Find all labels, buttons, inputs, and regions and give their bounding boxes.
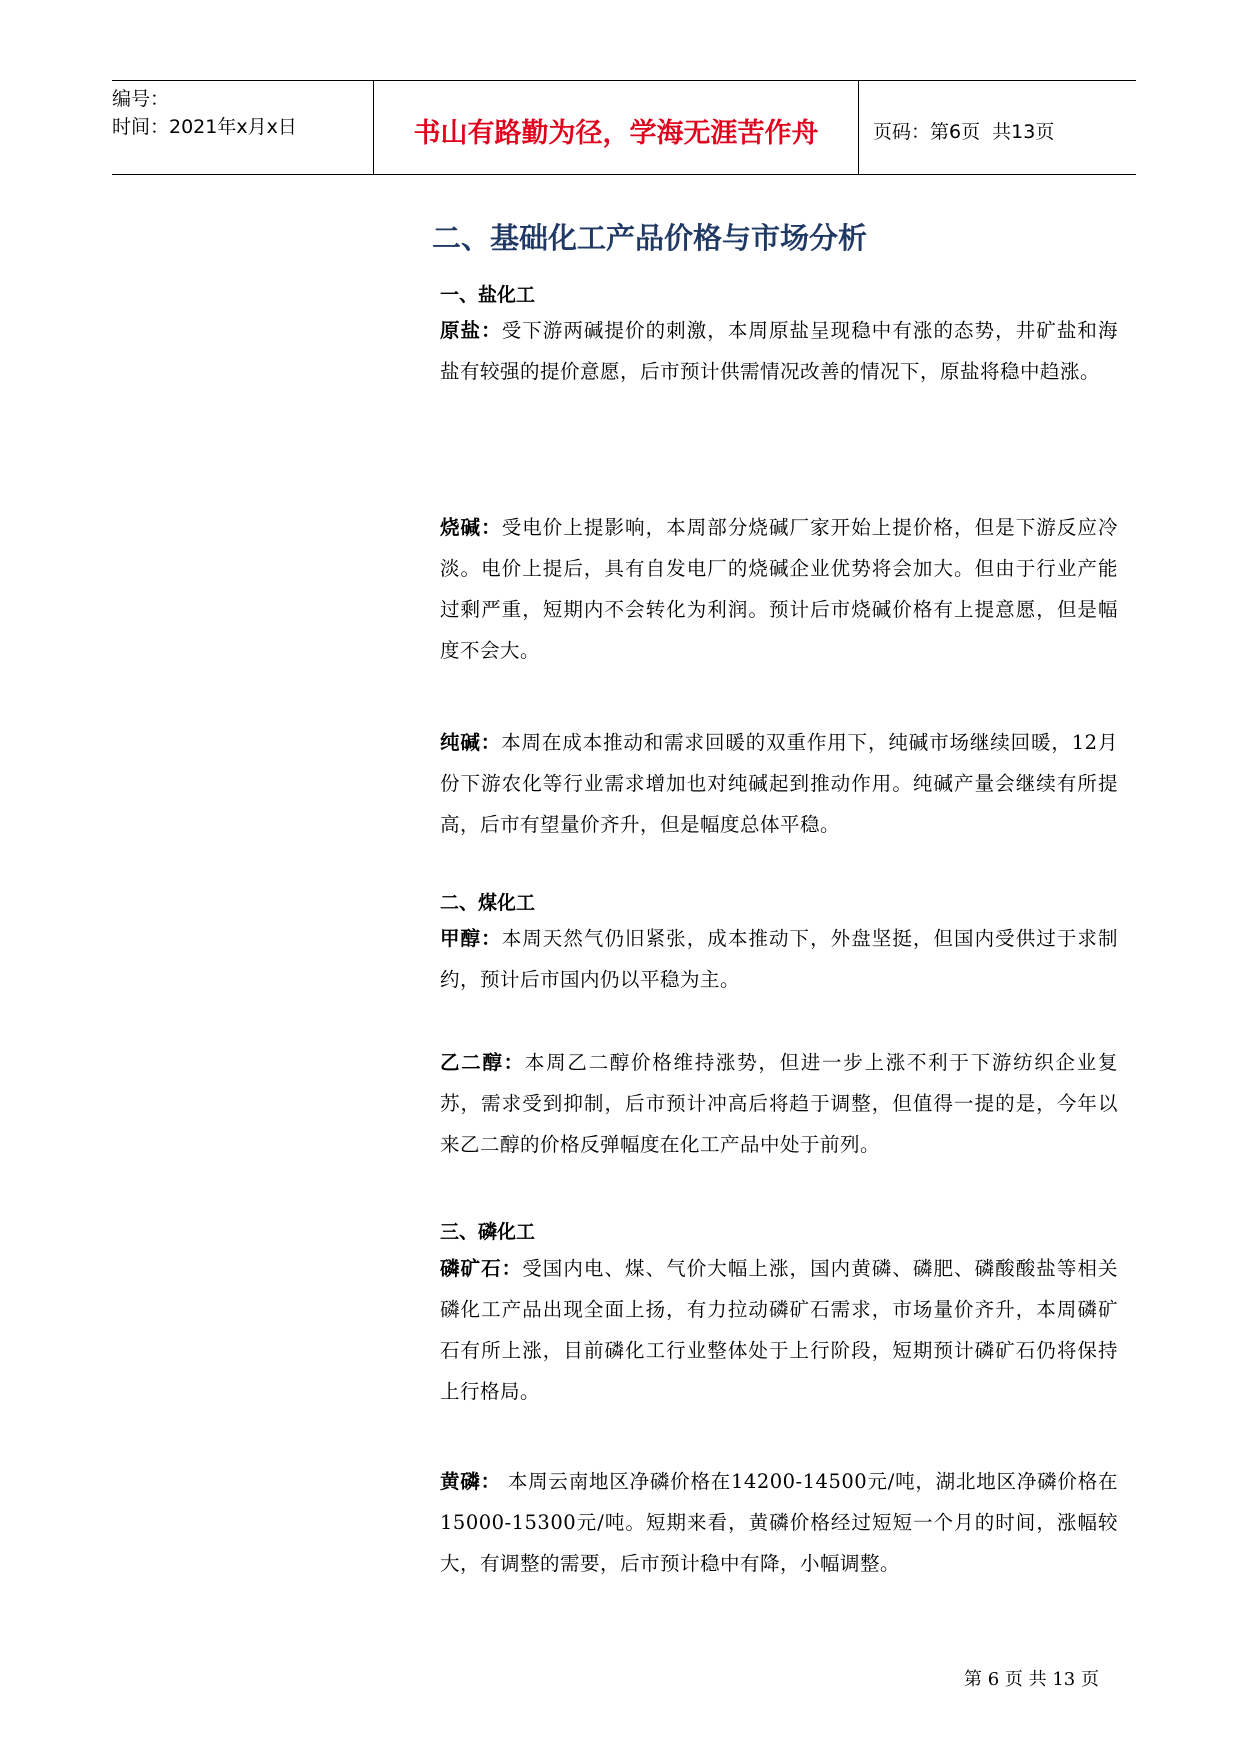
term-raw-salt: 原盐： [440, 319, 502, 342]
text-caustic-soda: 受电价上提影响，本周部分烧碱厂家开始上提价格，但是下游反应冷淡。电价上提后，具有自发电厂的烧碱企业优势将会加大。但由于行业产能过剩严重，短期内不会转化为利润。预计后市烧碱价格有上提意愿，但是幅度不会大。 [440, 516, 1118, 662]
page-label: 页码：第6页 共13页 [873, 121, 1055, 143]
term-yellow-phosphorus: 黄磷： [440, 1470, 501, 1493]
text-yellow-phosphorus: 本周云南地区净磷价格在14200-14500元/吨，湖北地区净磷价格在15000-15300元/吨。短期来看，黄磷价格经过短短一个月的时间，涨幅较大，有调整的需要，后市预计稳中有降，小幅调整。 [440, 1470, 1118, 1575]
text-phosphate-rock: 受国内电、煤、气价大幅上涨，国内黄磷、磷肥、磷酸酸盐等相关磷化工产品出现全面上扬，有力拉动磷矿石需求，市场量价齐升，本周磷矿石有所上涨，目前磷化工行业整体处于上行阶段，短期预计磷矿石仍将保持上行格局。 [440, 1257, 1118, 1403]
term-methanol: 甲醇： [440, 927, 502, 950]
paragraph-soda-ash [440, 722, 1118, 845]
term-soda-ash: 纯碱： [440, 731, 502, 754]
text-soda-ash: 本周在成本推动和需求回暖的双重作用下，纯碱市场继续回暖，12月份下游农化等行业需求增加也对纯碱起到推动作用。纯碱产量会继续有所提高，后市有望量价齐升，但是幅度总体平稳。 [440, 731, 1118, 836]
page-header [112, 80, 1136, 175]
term-phosphate-rock: 磷矿石： [440, 1257, 523, 1280]
paragraph-phosphate-rock [440, 1248, 1118, 1412]
header-motto: 书山有路勤为径，学海无涯苦作舟 [374, 81, 859, 174]
text-raw-salt: 受下游两碱提价的刺激，本周原盐呈现稳中有涨的态势，井矿盐和海盐有较强的提价意愿，后市预计供需情况改善的情况下，原盐将稳中趋涨。 [440, 319, 1118, 383]
header-page [859, 81, 1136, 174]
term-glycol: 乙二醇： [440, 1051, 525, 1074]
text-glycol: 本周乙二醇价格维持涨势，但进一步上涨不利于下游纺织企业复苏，需求受到抑制，后市预计冲高后将趋于调整，但值得一提的是，今年以来乙二醇的价格反弹幅度在化工产品中处于前列。 [440, 1051, 1118, 1156]
time-label: 时间：2021年x月x日 [112, 116, 297, 138]
header-meta [112, 81, 374, 174]
subsection-phosphorus: 三、磷化工 [440, 1221, 536, 1243]
subsection-salt: 一、盐化工 [440, 284, 536, 306]
paragraph-raw-salt [440, 310, 1118, 392]
term-caustic-soda: 烧碱： [440, 516, 502, 539]
page-footer: 第 6 页 共 13 页 [964, 1669, 1099, 1690]
number-label: 编号： [112, 88, 170, 110]
paragraph-caustic-soda [440, 507, 1118, 671]
paragraph-methanol [440, 918, 1118, 1000]
section-title: 二、基础化工产品价格与市场分析 [432, 221, 868, 255]
paragraph-yellow-phosphorus [440, 1461, 1118, 1584]
subsection-coal: 二、煤化工 [440, 892, 536, 914]
text-methanol: 本周天然气仍旧紧张，成本推动下，外盘坚挺，但国内受供过于求制约，预计后市国内仍以平稳为主。 [440, 927, 1118, 991]
paragraph-glycol [440, 1042, 1118, 1165]
